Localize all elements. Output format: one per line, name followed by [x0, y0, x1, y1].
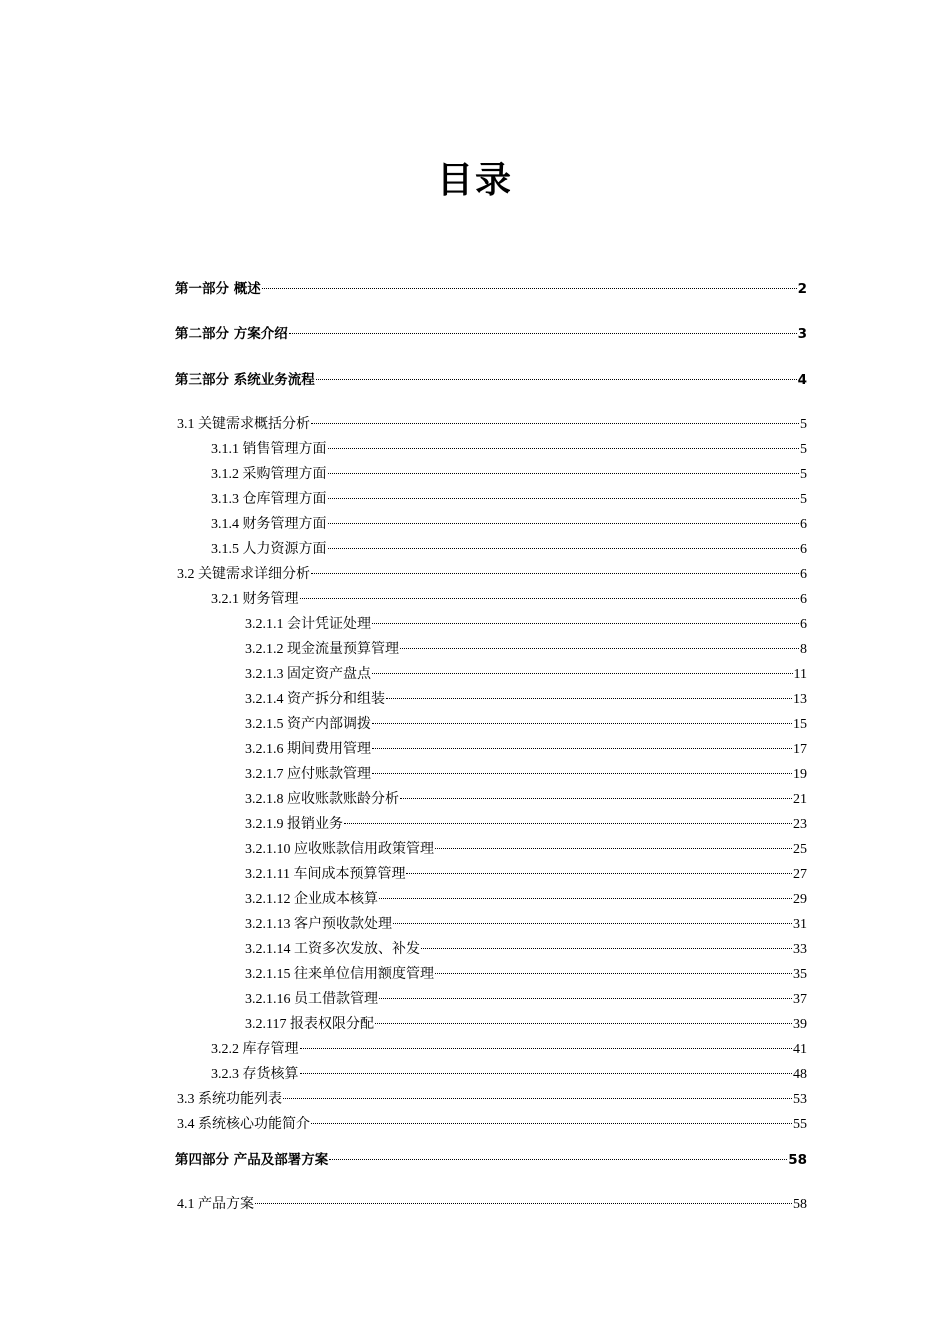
toc-page-number: 58 [788, 1152, 807, 1168]
toc-dot-leader [379, 898, 792, 899]
toc-entry-label: 3.2.1.10 应收账款信用政策管理 [245, 842, 434, 857]
toc-dot-leader [393, 923, 792, 924]
toc-dot-leader [375, 1023, 792, 1024]
toc-entry-label: 3.2.1.9 报销业务 [245, 817, 343, 832]
toc-page-number: 53 [793, 1092, 807, 1107]
toc-dot-leader [400, 648, 799, 649]
toc-dot-leader [435, 848, 792, 849]
toc-entry[interactable] [245, 615, 807, 635]
toc-page-number: 13 [793, 692, 807, 707]
toc-entry[interactable] [211, 1065, 807, 1085]
toc-entry[interactable] [211, 440, 807, 460]
toc-entry-label: 4.1 产品方案 [177, 1197, 254, 1212]
toc-entry-label: 3.2.1.1 会计凭证处理 [245, 617, 371, 632]
toc-entry[interactable] [245, 740, 807, 760]
toc-dot-leader [400, 798, 792, 799]
toc-page-number: 21 [793, 792, 807, 807]
toc-entry[interactable] [211, 490, 807, 510]
toc-page-number: 33 [793, 942, 807, 957]
toc-page-number: 27 [793, 867, 807, 882]
toc-entry-label: 3.2 关键需求详细分析 [177, 567, 310, 582]
toc-page-number: 25 [793, 842, 807, 857]
toc-entry[interactable] [245, 665, 807, 685]
toc-entry-label: 3.1.2 采购管理方面 [211, 467, 327, 482]
toc-entry-label: 3.1.1 销售管理方面 [211, 442, 327, 457]
toc-entry-label: 3.2.1.11 车间成本预算管理 [245, 867, 406, 882]
toc-page-number: 6 [800, 592, 807, 607]
toc-title: 目录 [436, 160, 513, 201]
toc-entry-label: 3.2.2 库存管理 [211, 1042, 299, 1057]
toc-entry[interactable] [211, 590, 807, 610]
toc-entry-label: 3.1.5 人力资源方面 [211, 542, 327, 557]
toc-entry[interactable] [245, 815, 807, 835]
toc-page-number: 23 [793, 817, 807, 832]
toc-dot-leader [283, 1098, 792, 1099]
toc-page-number: 5 [800, 417, 807, 432]
toc-page-number: 39 [793, 1017, 807, 1032]
toc-entry-label: 第一部分 概述 [175, 281, 261, 297]
toc-page-number: 6 [800, 517, 807, 532]
toc-page-number: 11 [793, 667, 807, 682]
toc-page-number: 5 [800, 492, 807, 507]
toc-entry-label: 3.3 系统功能列表 [177, 1092, 282, 1107]
toc-part-entry[interactable] [175, 370, 807, 390]
toc-dot-leader [421, 948, 792, 949]
toc-page-number: 31 [793, 917, 807, 932]
toc-entry[interactable] [211, 1040, 807, 1060]
toc-page-number: 6 [800, 542, 807, 557]
toc-entry-label: 3.2.117 报表权限分配 [245, 1017, 374, 1032]
toc-dot-leader [328, 523, 800, 524]
toc-dot-leader [328, 473, 800, 474]
toc-page-number: 41 [793, 1042, 807, 1057]
toc-dot-leader [329, 1159, 787, 1160]
toc-entry[interactable] [245, 840, 807, 860]
toc-entry[interactable] [245, 1015, 807, 1035]
toc-entry-label: 3.1.4 财务管理方面 [211, 517, 327, 532]
toc-dot-leader [311, 1123, 792, 1124]
toc-entry-label: 3.2.1.8 应收账款账龄分析 [245, 792, 399, 807]
toc-page-number: 2 [797, 281, 807, 297]
toc-entry-label: 3.1 关键需求概括分析 [177, 417, 310, 432]
toc-page-number: 17 [793, 742, 807, 757]
toc-dot-leader [372, 623, 799, 624]
toc-entry[interactable] [245, 965, 807, 985]
toc-page-number: 29 [793, 892, 807, 907]
toc-entry[interactable] [245, 715, 807, 735]
toc-entry[interactable] [211, 540, 807, 560]
toc-dot-leader [300, 1073, 793, 1074]
toc-entry[interactable] [245, 990, 807, 1010]
toc-entry[interactable] [245, 690, 807, 710]
toc-entry-label: 第四部分 产品及部署方案 [175, 1152, 329, 1168]
toc-entry[interactable] [245, 890, 807, 910]
toc-entry[interactable] [245, 765, 807, 785]
toc-entry-label: 第二部分 方案介绍 [175, 326, 288, 342]
toc-entry-label: 3.2.3 存货核算 [211, 1067, 299, 1082]
toc-dot-leader [372, 723, 792, 724]
toc-dot-leader [328, 548, 800, 549]
toc-page-number: 6 [800, 617, 807, 632]
toc-dot-leader [406, 873, 792, 874]
toc-entry-label: 3.2.1.13 客户预收款处理 [245, 917, 392, 932]
toc-dot-leader [300, 598, 800, 599]
toc-entry-label: 3.2.1.6 期间费用管理 [245, 742, 371, 757]
toc-page-number: 8 [800, 642, 807, 657]
toc-dot-leader [311, 573, 799, 574]
toc-page-number: 15 [793, 717, 807, 732]
toc-entry[interactable] [177, 1195, 807, 1215]
toc-dot-leader [372, 748, 792, 749]
toc-entry[interactable] [245, 915, 807, 935]
toc-part-entry[interactable] [175, 1150, 807, 1170]
toc-page-number: 55 [793, 1117, 807, 1132]
toc-entry-label: 3.2.1.15 往来单位信用额度管理 [245, 967, 434, 982]
toc-dot-leader [300, 1048, 793, 1049]
toc-page-number: 48 [793, 1067, 807, 1082]
toc-entry-label: 3.4 系统核心功能简介 [177, 1117, 310, 1132]
toc-entry-label: 3.2.1.4 资产拆分和组装 [245, 692, 385, 707]
toc-part-entry[interactable] [175, 324, 807, 344]
toc-dot-leader [372, 673, 793, 674]
toc-entry[interactable] [177, 1115, 807, 1135]
toc-page-number: 37 [793, 992, 807, 1007]
toc-dot-leader [255, 1203, 792, 1204]
toc-dot-leader [435, 973, 792, 974]
toc-dot-leader [316, 379, 797, 380]
toc-part-entry[interactable] [175, 279, 807, 299]
toc-entry-label: 第三部分 系统业务流程 [175, 372, 315, 388]
toc-page-number: 6 [800, 567, 807, 582]
toc-page-number: 4 [797, 372, 807, 388]
toc-page-number: 35 [793, 967, 807, 982]
toc-entry[interactable] [211, 515, 807, 535]
toc-entry-label: 3.2.1.3 固定资产盘点 [245, 667, 371, 682]
toc-dot-leader [262, 288, 797, 289]
toc-entry-label: 3.2.1.16 员工借款管理 [245, 992, 378, 1007]
toc-entry-label: 3.2.1.5 资产内部调拨 [245, 717, 371, 732]
toc-entry-label: 3.2.1.7 应付账款管理 [245, 767, 371, 782]
toc-entry[interactable] [245, 865, 807, 885]
toc-entry[interactable] [177, 415, 807, 435]
toc-page-number: 5 [800, 442, 807, 457]
toc-dot-leader [289, 333, 797, 334]
toc-entry[interactable] [177, 1090, 807, 1110]
toc-page-number: 19 [793, 767, 807, 782]
toc-page-number: 58 [793, 1197, 807, 1212]
toc-entry[interactable] [245, 940, 807, 960]
toc-dot-leader [372, 773, 792, 774]
toc-dot-leader [328, 448, 800, 449]
toc-dot-leader [379, 998, 792, 999]
toc-page-number: 3 [797, 326, 807, 342]
toc-entry[interactable] [245, 790, 807, 810]
toc-entry[interactable] [177, 565, 807, 585]
toc-entry[interactable] [245, 640, 807, 660]
toc-dot-leader [386, 698, 792, 699]
toc-page-number: 5 [800, 467, 807, 482]
toc-entry-label: 3.2.1 财务管理 [211, 592, 299, 607]
toc-entry-label: 3.1.3 仓库管理方面 [211, 492, 327, 507]
toc-entry-label: 3.2.1.2 现金流量预算管理 [245, 642, 399, 657]
toc-entry[interactable] [211, 465, 807, 485]
toc-dot-leader [311, 423, 799, 424]
toc-entry-label: 3.2.1.12 企业成本核算 [245, 892, 378, 907]
toc-dot-leader [328, 498, 800, 499]
toc-entry-label: 3.2.1.14 工资多次发放、补发 [245, 942, 420, 957]
toc-dot-leader [344, 823, 792, 824]
